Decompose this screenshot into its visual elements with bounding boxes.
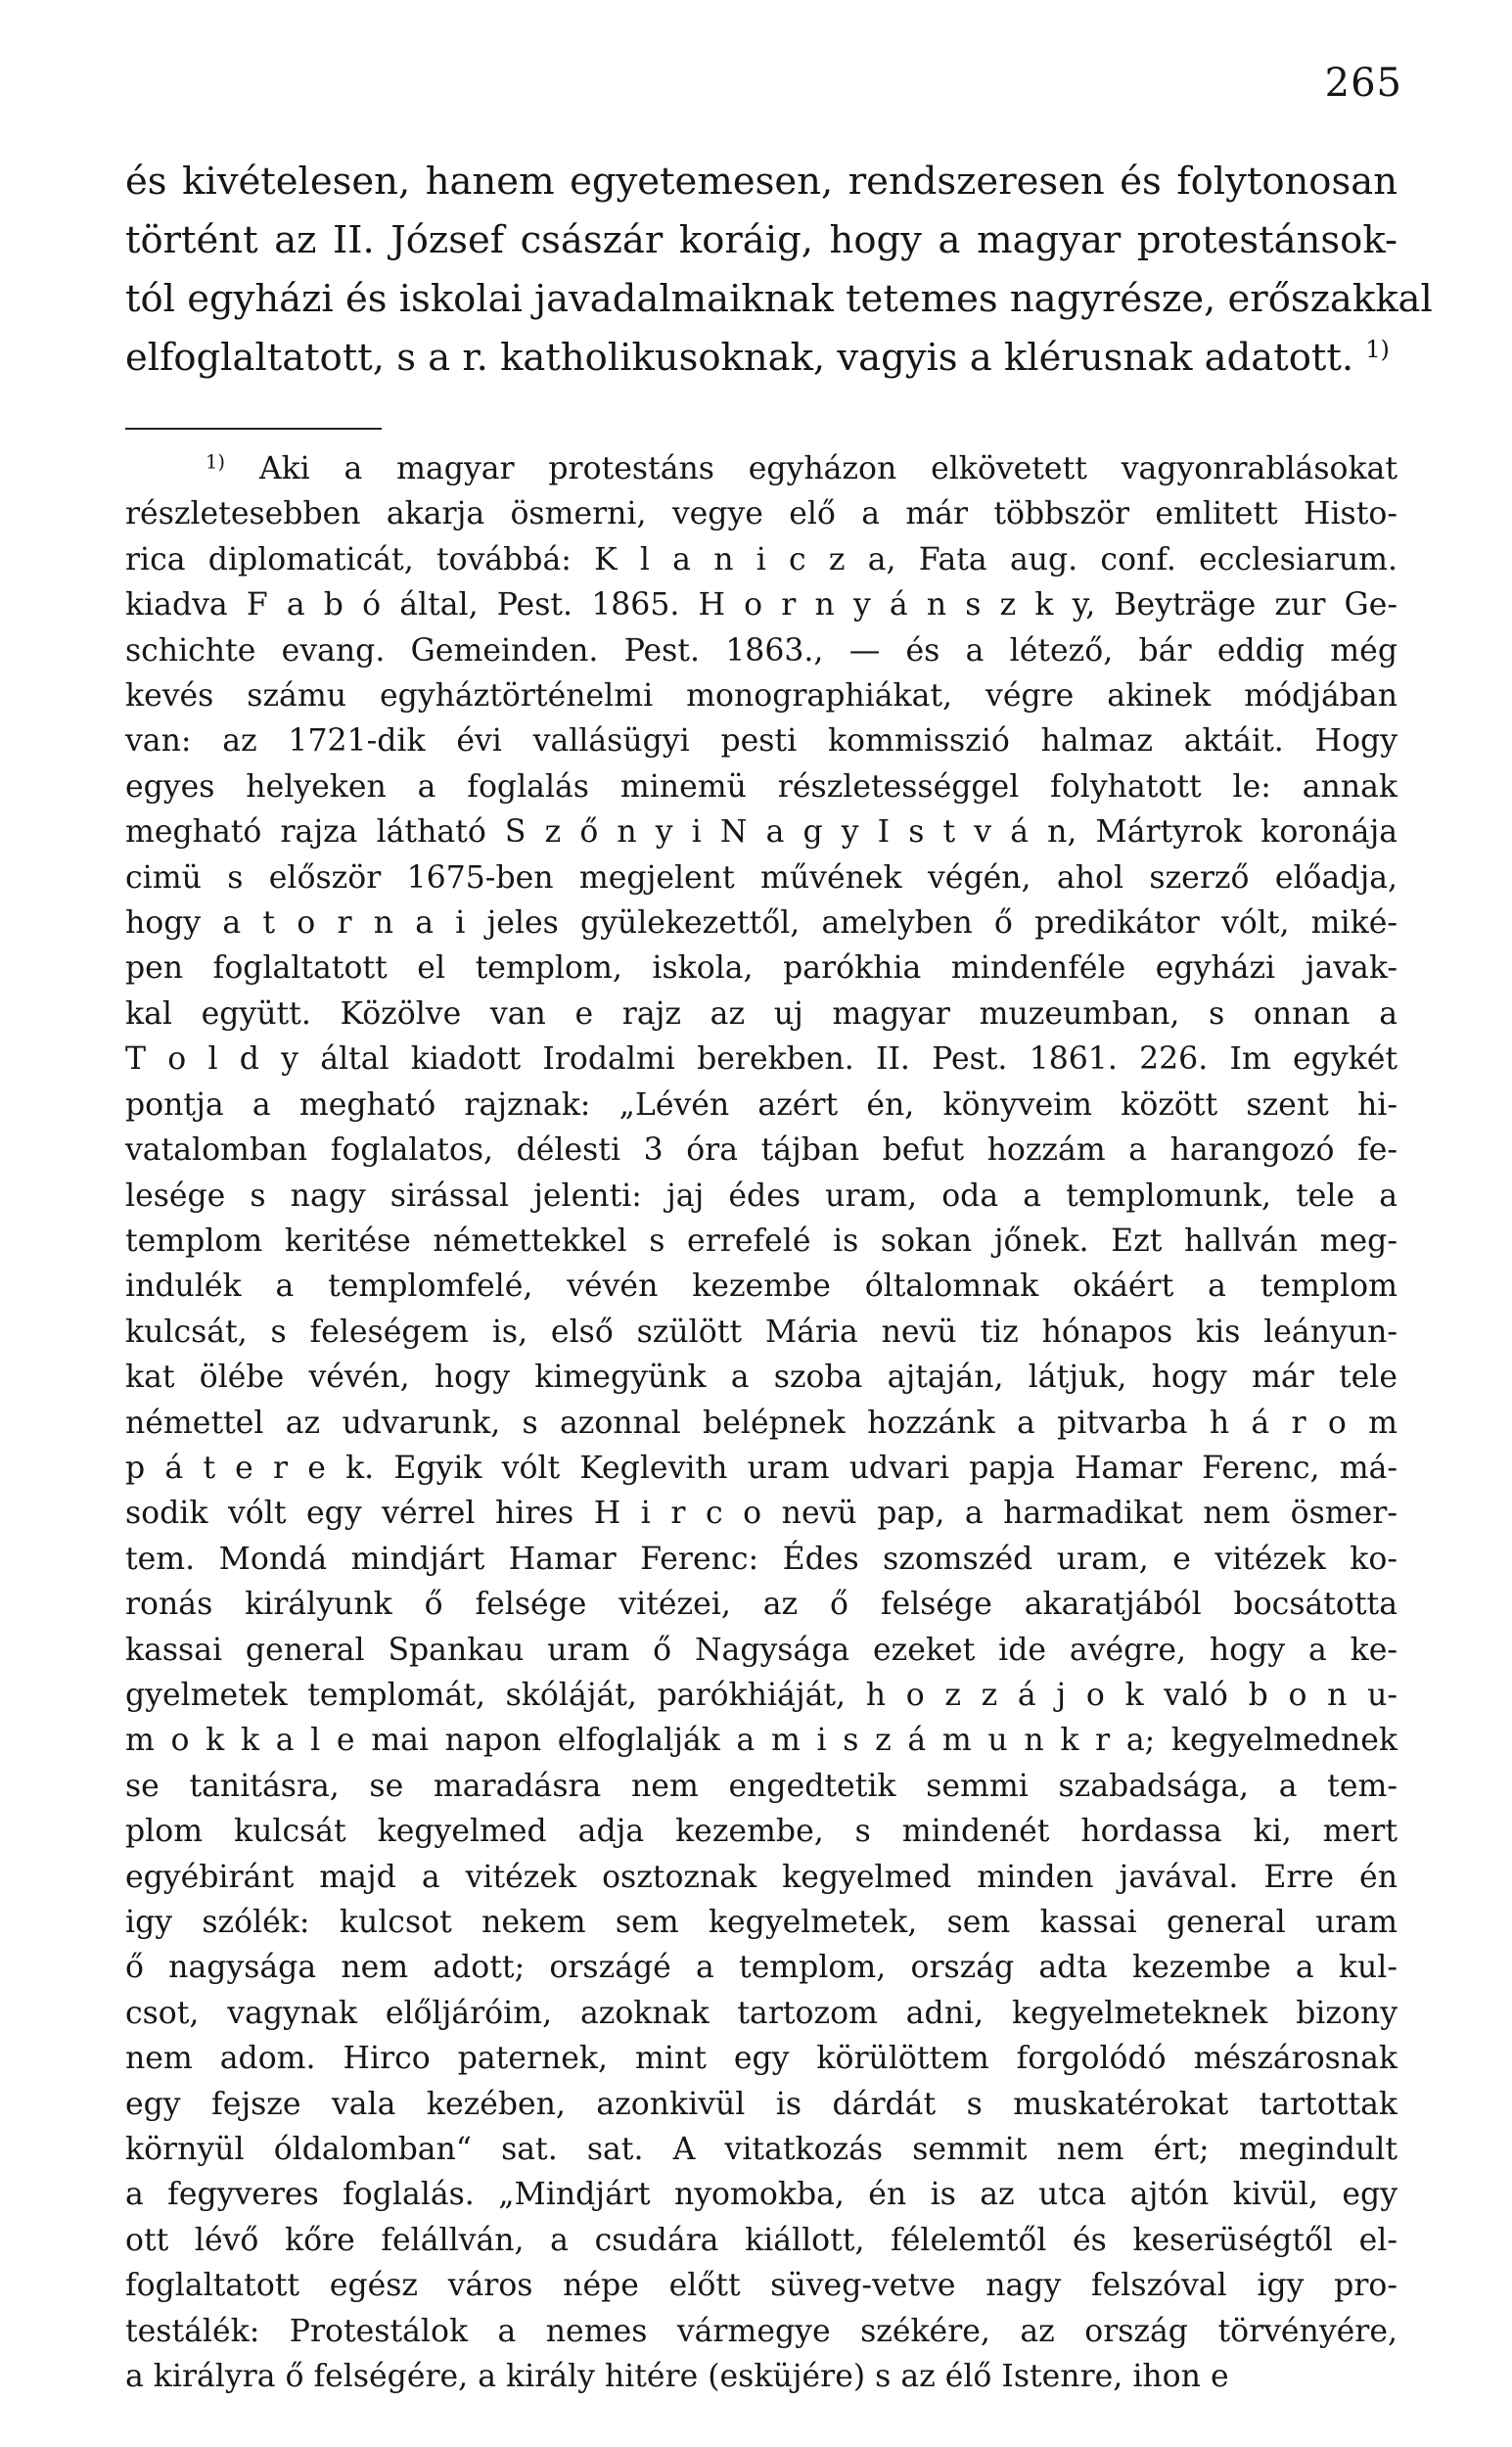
footnote-line: környül óldalomban“ sat. sat. A vitatkozás semmit nem ért; megindult	[125, 2132, 1397, 2168]
footnote-line: testálék: Protestálok a nemes vármegye székére, az ország törvényére,	[125, 2313, 1397, 2349]
footnote-line: csot, vagynak előljáróim, azoknak tartozom adni, kegyelmeteknek bizony	[125, 1995, 1397, 2031]
footnote	[125, 446, 1397, 2399]
footnote-line: kat ölébe vévén, hogy kimegyünk a szoba ajtaján, látjuk, hogy már tele	[125, 1360, 1397, 1396]
main-text-line: tól egyházi és iskolai javadalmaiknak tetemes nagyrésze, erőszakkal	[125, 277, 1433, 321]
footnote-line: kassai general Spankau uram ő Nagysága ezeket ide avégre, hogy a ke-	[125, 1632, 1397, 1668]
footnote-line: némettel az udvarunk, s azonnal belépnek hozzánk a pitvarba h á r o m	[125, 1405, 1397, 1441]
footnote-line: gyelmetek templomát, skóláját, parókhiáját, h o z z á j o k való b o n u-	[125, 1677, 1397, 1713]
footnote-line: lesége s nagy sirással jelenti: jaj édes uram, oda a templomunk, tele a	[125, 1177, 1397, 1214]
footnote-reference: 1)	[1365, 335, 1390, 363]
footnote-line: van: az 1721-dik évi vallásügyi pesti kommisszió halmaz aktáit. Hogy	[125, 723, 1397, 760]
footnote-line: egyébiránt majd a vitézek osztoznak kegyelmed minden javával. Erre én	[125, 1859, 1397, 1895]
footnote-line: tem. Mondá mindjárt Hamar Ferenc: Édes szomszéd uram, e vitézek ko-	[125, 1541, 1397, 1577]
footnote-line: p á t e r e k. Egyik vólt Keglevith uram udvari papja Hamar Ferenc, má-	[125, 1450, 1397, 1486]
footnote-line: hogy a t o r n a i jeles gyülekezettől, amelyben ő predikátor vólt, miké-	[125, 905, 1397, 942]
footnote-line: ronás királyunk ő felsége vitézei, az ő felsége akaratjából bocsátotta	[125, 1587, 1397, 1623]
main-text-line: történt az II. József császár koráig, hogy a magyar protestánsok-	[125, 218, 1397, 262]
footnote-line: foglaltatott egész város népe előtt süveg-vetve nagy felszóval igy pro-	[125, 2268, 1397, 2304]
footnote-line: kulcsát, s feleségem is, első szülött Mária nevü tiz hónapos kis leányun-	[125, 1314, 1397, 1350]
main-text-line: és kivételesen, hanem egyetemesen, rendszeresen és folytonosan	[125, 160, 1397, 204]
main-text-line	[125, 329, 1397, 388]
footnote-line: kal együtt. Közölve van e rajz az uj magyar muzeumban, s onnan a	[125, 995, 1397, 1032]
footnote-line: egy fejsze vala kezében, azonkivül is dárdát s muskatérokat tartottak	[125, 2086, 1397, 2122]
footnote-marker: 1)	[206, 450, 226, 474]
footnote-line: megható rajza látható S z ő n y i N a g y I s t v á n, Mártyrok koronája	[125, 814, 1397, 851]
footnote-line: plom kulcsát kegyelmed adja kezembe, s mindenét hordassa ki, mert	[125, 1814, 1397, 1850]
footnote-line: igy szólék: kulcsot nekem sem kegyelmetek, sem kassai general uram	[125, 1905, 1397, 1940]
footnote-line: pen foglaltatott el templom, iskola, parókhia mindenféle egyházi javak-	[125, 950, 1397, 987]
main-text	[125, 153, 1433, 388]
page-number: 265	[1324, 61, 1402, 106]
footnote-line: se tanitásra, se maradásra nem engedtetik semmi szabadsága, a tem-	[125, 1768, 1397, 1804]
footnote-line: indulék a templomfelé, vévén kezembe óltalomnak okáért a templom	[125, 1269, 1397, 1305]
footnote-line: nem adom. Hirco paternek, mint egy körülöttem forgolódó mészárosnak	[125, 2041, 1397, 2077]
footnote-line: ott lévő kőre felállván, a csudára kiállott, félelemtől és keserüségtől el-	[125, 2222, 1397, 2258]
footnote-line	[125, 446, 1397, 491]
footnote-line: pontja a megható rajznak: „Lévén azért én, könyveim között szent hi-	[125, 1086, 1397, 1123]
footnote-line: kevés számu egyháztörténelmi monographiákat, végre akinek módjában	[125, 678, 1397, 715]
footnote-line: vatalomban foglalatos, délesti 3 óra tájban befut hozzám a harangozó fe-	[125, 1132, 1397, 1169]
footnote-line: rica diplomaticát, továbbá: K l a n i c z a, Fata aug. conf. ecclesiarum.	[125, 541, 1397, 577]
footnote-line: a királyra ő felségére, a király hitére (esküjére) s az élő Istenre, ihon e	[125, 2359, 1229, 2395]
footnote-line: egyes helyeken a foglalás minemü részletességgel folyhatott le: annak	[125, 768, 1397, 805]
footnote-line: ő nagysága nem adott; országé a templom, ország adta kezembe a kul-	[125, 1950, 1397, 1986]
footnote-line: sodik vólt egy vérrel hires H i r c o nevü pap, a harmadikat nem ösmer-	[125, 1496, 1397, 1532]
footnote-line: részletesebben akarja ösmerni, vegye elő a már többször emlitett Histo-	[125, 496, 1397, 532]
footnote-line: kiadva F a b ó által, Pest. 1865. H o r n y á n s z k y, Beyträge zur Ge-	[125, 587, 1397, 623]
footnote-line: a fegyveres foglalás. „Mindjárt nyomokba, én is az utca ajtón kivül, egy	[125, 2177, 1397, 2213]
main-text-line-content: elfoglaltatott, s a r. katholikusoknak, vagyis a klérusnak adatott.	[125, 336, 1354, 380]
footnote-line: m o k k a l e mai napon elfoglalják a m i s z á m u n k r a; kegyelmednek	[125, 1723, 1397, 1759]
footnote-line: T o l d y által kiadott Irodalmi berekben. II. Pest. 1861. 226. Im egykét	[125, 1041, 1397, 1078]
footnote-line: templom keritése némettekkel s errefelé is sokan jőnek. Ezt hallván meg-	[125, 1223, 1397, 1259]
footnote-line-content: Aki a magyar protestáns egyházon elkövetett vagyonrablásokat	[258, 451, 1397, 486]
footnote-line: cimü s először 1675-ben megjelent művének végén, ahol szerző előadja,	[125, 859, 1397, 896]
footnote-separator	[125, 428, 382, 430]
footnote-line: schichte evang. Gemeinden. Pest. 1863., — és a létező, bár eddig még	[125, 632, 1397, 669]
